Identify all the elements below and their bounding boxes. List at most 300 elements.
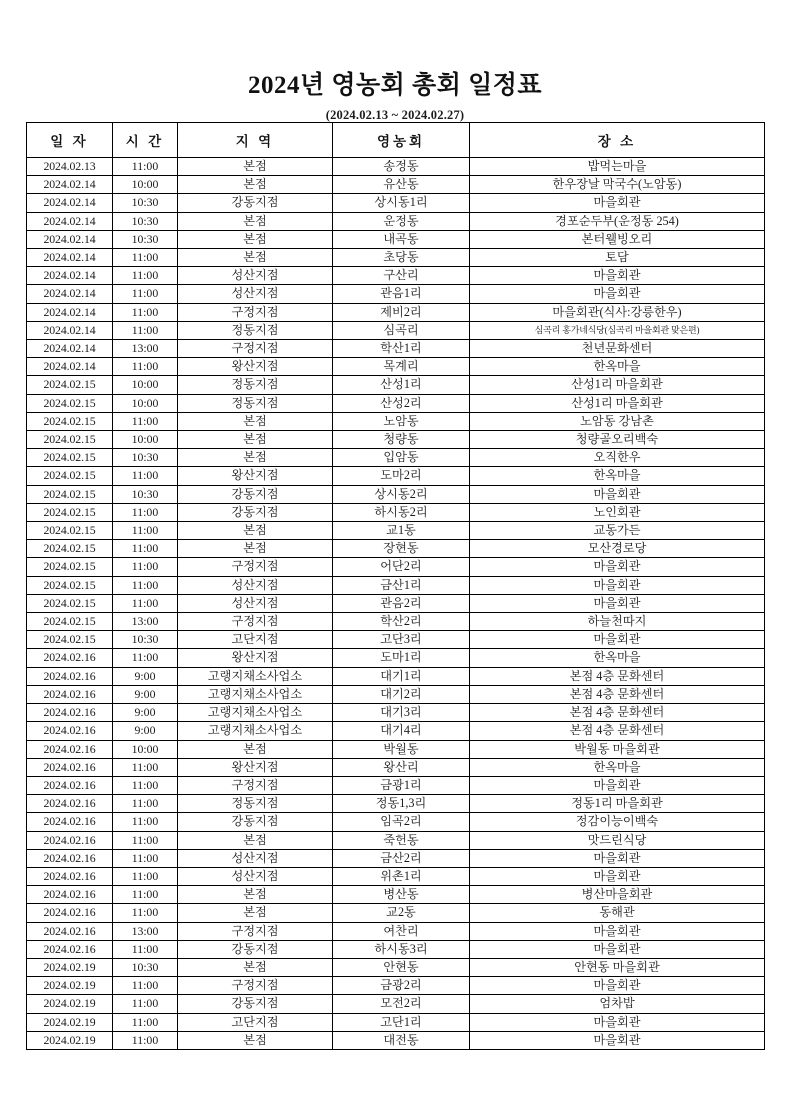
cell-time: 11:00 [113, 1031, 178, 1049]
cell-time: 10:00 [113, 376, 178, 394]
table-row [27, 376, 765, 394]
cell-place: 본터웰빙오리 [470, 230, 765, 248]
cell-group: 정동1,3리 [333, 795, 470, 813]
cell-date: 2024.02.15 [27, 503, 113, 521]
cell-time: 11:00 [113, 358, 178, 376]
cell-area: 왕산지점 [178, 649, 333, 667]
cell-place: 박월동 마을회관 [470, 740, 765, 758]
cell-date: 2024.02.14 [27, 358, 113, 376]
cell-area: 고랭지채소사업소 [178, 685, 333, 703]
cell-place: 마을회관 [470, 776, 765, 794]
cell-group: 대기4리 [333, 722, 470, 740]
table-row [27, 813, 765, 831]
cell-place: 한옥마을 [470, 358, 765, 376]
cell-place: 동해관 [470, 904, 765, 922]
table-row [27, 594, 765, 612]
cell-area: 본점 [178, 1031, 333, 1049]
table-row [27, 722, 765, 740]
table-row [27, 958, 765, 976]
table-row [27, 467, 765, 485]
cell-group: 대기1리 [333, 667, 470, 685]
cell-area: 본점 [178, 958, 333, 976]
cell-date: 2024.02.14 [27, 176, 113, 194]
cell-date: 2024.02.15 [27, 522, 113, 540]
cell-place: 본점 4층 문화센터 [470, 704, 765, 722]
cell-time: 11:00 [113, 849, 178, 867]
cell-area: 구정지점 [178, 340, 333, 358]
cell-group: 박월동 [333, 740, 470, 758]
table-row [27, 176, 765, 194]
table-row [27, 685, 765, 703]
cell-date: 2024.02.19 [27, 995, 113, 1013]
cell-time: 10:00 [113, 176, 178, 194]
cell-area: 성산지점 [178, 285, 333, 303]
cell-group: 여찬리 [333, 922, 470, 940]
cell-place: 마을회관 [470, 485, 765, 503]
cell-group: 구산리 [333, 267, 470, 285]
cell-time: 11:00 [113, 267, 178, 285]
cell-time: 11:00 [113, 540, 178, 558]
cell-place: 한옥마을 [470, 649, 765, 667]
cell-place: 한옥마을 [470, 467, 765, 485]
cell-area: 강동지점 [178, 485, 333, 503]
cell-time: 10:30 [113, 212, 178, 230]
cell-time: 11:00 [113, 813, 178, 831]
cell-place: 노암동 강남촌 [470, 412, 765, 430]
cell-time: 11:00 [113, 977, 178, 995]
cell-place: 마을회관 [470, 977, 765, 995]
cell-date: 2024.02.14 [27, 321, 113, 339]
cell-group: 임곡2리 [333, 813, 470, 831]
table-row [27, 1031, 765, 1049]
table-row [27, 285, 765, 303]
cell-time: 13:00 [113, 340, 178, 358]
cell-date: 2024.02.14 [27, 303, 113, 321]
cell-group: 목계리 [333, 358, 470, 376]
cell-date: 2024.02.15 [27, 394, 113, 412]
cell-area: 본점 [178, 230, 333, 248]
cell-place: 천년문화센터 [470, 340, 765, 358]
cell-time: 11:00 [113, 776, 178, 794]
cell-area: 왕산지점 [178, 758, 333, 776]
cell-group: 금광2리 [333, 977, 470, 995]
cell-place: 오직한우 [470, 449, 765, 467]
cell-group: 노암동 [333, 412, 470, 430]
cell-area: 성산지점 [178, 576, 333, 594]
cell-area: 본점 [178, 412, 333, 430]
cell-area: 고랭지채소사업소 [178, 704, 333, 722]
table-row [27, 613, 765, 631]
cell-time: 11:00 [113, 649, 178, 667]
cell-date: 2024.02.15 [27, 431, 113, 449]
table-row [27, 831, 765, 849]
cell-group: 도마2리 [333, 467, 470, 485]
cell-date: 2024.02.15 [27, 449, 113, 467]
cell-place: 정감이능이백숙 [470, 813, 765, 831]
cell-place: 마을회관 [470, 867, 765, 885]
cell-time: 13:00 [113, 922, 178, 940]
cell-area: 정동지점 [178, 394, 333, 412]
cell-place: 마을회관 [470, 594, 765, 612]
cell-group: 죽헌동 [333, 831, 470, 849]
cell-date: 2024.02.16 [27, 867, 113, 885]
cell-time: 11:00 [113, 904, 178, 922]
cell-date: 2024.02.14 [27, 285, 113, 303]
cell-place: 마을회관 [470, 849, 765, 867]
cell-date: 2024.02.14 [27, 212, 113, 230]
cell-time: 11:00 [113, 594, 178, 612]
cell-time: 11:00 [113, 285, 178, 303]
table-row [27, 503, 765, 521]
cell-date: 2024.02.16 [27, 904, 113, 922]
cell-date: 2024.02.16 [27, 940, 113, 958]
cell-date: 2024.02.15 [27, 376, 113, 394]
cell-time: 10:00 [113, 740, 178, 758]
cell-area: 성산지점 [178, 594, 333, 612]
column-header-time: 시 간 [113, 123, 178, 158]
cell-group: 왕산리 [333, 758, 470, 776]
cell-area: 정동지점 [178, 376, 333, 394]
cell-place: 마을회관 [470, 267, 765, 285]
table-row [27, 795, 765, 813]
cell-time: 10:30 [113, 631, 178, 649]
cell-date: 2024.02.14 [27, 267, 113, 285]
table-row [27, 340, 765, 358]
cell-group: 관음2리 [333, 594, 470, 612]
cell-time: 9:00 [113, 685, 178, 703]
cell-place: 본점 4층 문화센터 [470, 685, 765, 703]
cell-time: 11:00 [113, 940, 178, 958]
table-row [27, 485, 765, 503]
cell-group: 초당동 [333, 249, 470, 267]
cell-area: 본점 [178, 212, 333, 230]
cell-date: 2024.02.15 [27, 412, 113, 430]
cell-date: 2024.02.16 [27, 849, 113, 867]
cell-date: 2024.02.16 [27, 740, 113, 758]
cell-area: 본점 [178, 249, 333, 267]
cell-group: 제비2리 [333, 303, 470, 321]
cell-time: 11:00 [113, 503, 178, 521]
cell-group: 어단2리 [333, 558, 470, 576]
cell-time: 10:30 [113, 449, 178, 467]
cell-area: 구정지점 [178, 776, 333, 794]
cell-area: 강동지점 [178, 194, 333, 212]
cell-area: 구정지점 [178, 977, 333, 995]
cell-group: 고단3리 [333, 631, 470, 649]
table-row [27, 1013, 765, 1031]
cell-area: 본점 [178, 449, 333, 467]
cell-area: 성산지점 [178, 849, 333, 867]
page-title: 2024년 영농회 총회 일정표 [247, 72, 543, 99]
table-row [27, 194, 765, 212]
cell-date: 2024.02.15 [27, 613, 113, 631]
cell-area: 구정지점 [178, 303, 333, 321]
cell-group: 병산동 [333, 886, 470, 904]
cell-time: 9:00 [113, 704, 178, 722]
cell-time: 11:00 [113, 886, 178, 904]
cell-place: 마을회관 [470, 1013, 765, 1031]
cell-date: 2024.02.15 [27, 558, 113, 576]
cell-group: 하시동2리 [333, 503, 470, 521]
cell-time: 10:30 [113, 485, 178, 503]
cell-place: 마을회관(식사:강릉한우) [470, 303, 765, 321]
cell-area: 강동지점 [178, 503, 333, 521]
cell-group: 금산2리 [333, 849, 470, 867]
cell-group: 금광1리 [333, 776, 470, 794]
cell-area: 본점 [178, 431, 333, 449]
cell-time: 10:30 [113, 194, 178, 212]
table-row [27, 649, 765, 667]
table-row [27, 631, 765, 649]
schedule-table-container [26, 122, 764, 1050]
cell-group: 금산1리 [333, 576, 470, 594]
cell-area: 고랭지채소사업소 [178, 722, 333, 740]
cell-date: 2024.02.15 [27, 485, 113, 503]
cell-group: 안현동 [333, 958, 470, 976]
cell-area: 강동지점 [178, 813, 333, 831]
cell-place: 경포순두부(운정동 254) [470, 212, 765, 230]
table-row [27, 394, 765, 412]
table-row [27, 940, 765, 958]
column-header-place: 장 소 [470, 123, 765, 158]
cell-group: 위촌1리 [333, 867, 470, 885]
cell-date: 2024.02.16 [27, 704, 113, 722]
cell-area: 성산지점 [178, 867, 333, 885]
cell-date: 2024.02.16 [27, 813, 113, 831]
table-row [27, 540, 765, 558]
cell-time: 11:00 [113, 831, 178, 849]
cell-date: 2024.02.14 [27, 194, 113, 212]
cell-place: 마을회관 [470, 285, 765, 303]
cell-time: 11:00 [113, 249, 178, 267]
table-row [27, 776, 765, 794]
cell-place: 정동1리 마을회관 [470, 795, 765, 813]
table-row [27, 449, 765, 467]
cell-place: 병산마을회관 [470, 886, 765, 904]
table-row [27, 321, 765, 339]
cell-date: 2024.02.15 [27, 576, 113, 594]
table-row [27, 886, 765, 904]
cell-area: 본점 [178, 522, 333, 540]
cell-date: 2024.02.15 [27, 594, 113, 612]
table-row [27, 558, 765, 576]
cell-time: 11:00 [113, 158, 178, 176]
cell-date: 2024.02.14 [27, 249, 113, 267]
cell-date: 2024.02.16 [27, 922, 113, 940]
cell-date: 2024.02.19 [27, 1031, 113, 1049]
cell-area: 본점 [178, 904, 333, 922]
cell-place: 심곡리 홍가네식당(심곡리 마을회관 맞은편) [470, 321, 765, 339]
cell-group: 대기3리 [333, 704, 470, 722]
cell-group: 도마1리 [333, 649, 470, 667]
cell-time: 9:00 [113, 667, 178, 685]
cell-area: 구정지점 [178, 613, 333, 631]
cell-time: 11:00 [113, 303, 178, 321]
cell-group: 상시동2리 [333, 485, 470, 503]
table-header [27, 123, 765, 158]
column-header-date: 일 자 [27, 123, 113, 158]
table-row [27, 758, 765, 776]
cell-area: 본점 [178, 740, 333, 758]
cell-area: 본점 [178, 176, 333, 194]
cell-area: 왕산지점 [178, 358, 333, 376]
cell-group: 상시동1리 [333, 194, 470, 212]
cell-group: 산성1리 [333, 376, 470, 394]
cell-date: 2024.02.14 [27, 230, 113, 248]
cell-date: 2024.02.19 [27, 977, 113, 995]
cell-area: 고랭지채소사업소 [178, 667, 333, 685]
cell-place: 본점 4층 문화센터 [470, 667, 765, 685]
cell-place: 엄차밥 [470, 995, 765, 1013]
cell-group: 장현동 [333, 540, 470, 558]
cell-time: 10:00 [113, 394, 178, 412]
table-row [27, 576, 765, 594]
cell-area: 구정지점 [178, 558, 333, 576]
cell-group: 내곡동 [333, 230, 470, 248]
cell-time: 11:00 [113, 321, 178, 339]
cell-group: 송정동 [333, 158, 470, 176]
cell-place: 안현동 마을회관 [470, 958, 765, 976]
cell-place: 산성1리 마을회관 [470, 376, 765, 394]
cell-place: 마을회관 [470, 194, 765, 212]
table-row [27, 667, 765, 685]
cell-place: 하늘천따지 [470, 613, 765, 631]
cell-area: 정동지점 [178, 795, 333, 813]
cell-place: 본점 4층 문화센터 [470, 722, 765, 740]
cell-place: 마을회관 [470, 631, 765, 649]
cell-group: 심곡리 [333, 321, 470, 339]
table-row [27, 230, 765, 248]
cell-time: 10:30 [113, 958, 178, 976]
cell-area: 구정지점 [178, 922, 333, 940]
cell-place: 청량골오리백숙 [470, 431, 765, 449]
cell-group: 운정동 [333, 212, 470, 230]
cell-group: 대기2리 [333, 685, 470, 703]
cell-place: 토담 [470, 249, 765, 267]
cell-date: 2024.02.19 [27, 958, 113, 976]
table-row [27, 977, 765, 995]
cell-date: 2024.02.16 [27, 667, 113, 685]
cell-time: 11:00 [113, 576, 178, 594]
table-row [27, 158, 765, 176]
table-row [27, 358, 765, 376]
table-row [27, 867, 765, 885]
cell-area: 본점 [178, 886, 333, 904]
table-row [27, 303, 765, 321]
cell-group: 입암동 [333, 449, 470, 467]
cell-place: 마을회관 [470, 922, 765, 940]
cell-area: 본점 [178, 540, 333, 558]
cell-time: 11:00 [113, 522, 178, 540]
cell-place: 마을회관 [470, 558, 765, 576]
cell-date: 2024.02.19 [27, 1013, 113, 1031]
cell-time: 9:00 [113, 722, 178, 740]
cell-area: 본점 [178, 831, 333, 849]
cell-date: 2024.02.13 [27, 158, 113, 176]
cell-place: 교동가든 [470, 522, 765, 540]
table-row [27, 412, 765, 430]
table-row [27, 740, 765, 758]
table-row [27, 249, 765, 267]
cell-group: 산성2리 [333, 394, 470, 412]
cell-time: 10:30 [113, 230, 178, 248]
cell-group: 유산동 [333, 176, 470, 194]
schedule-table [26, 122, 765, 1050]
cell-group: 모전2리 [333, 995, 470, 1013]
cell-group: 청량동 [333, 431, 470, 449]
table-body [27, 158, 765, 1050]
cell-group: 고단1리 [333, 1013, 470, 1031]
cell-group: 학산2리 [333, 613, 470, 631]
cell-date: 2024.02.15 [27, 540, 113, 558]
column-header-group: 영농회 [333, 123, 470, 158]
cell-group: 관음1리 [333, 285, 470, 303]
cell-date: 2024.02.16 [27, 831, 113, 849]
cell-place: 밥먹는마을 [470, 158, 765, 176]
cell-date: 2024.02.16 [27, 758, 113, 776]
cell-place: 한옥마을 [470, 758, 765, 776]
cell-place: 마을회관 [470, 940, 765, 958]
cell-place: 맛드린식당 [470, 831, 765, 849]
cell-area: 고단지점 [178, 1013, 333, 1031]
column-header-area: 지 역 [178, 123, 333, 158]
cell-date: 2024.02.16 [27, 722, 113, 740]
cell-area: 성산지점 [178, 267, 333, 285]
cell-date: 2024.02.16 [27, 795, 113, 813]
cell-place: 한우장날 막국수(노암동) [470, 176, 765, 194]
cell-area: 고단지점 [178, 631, 333, 649]
cell-date: 2024.02.15 [27, 631, 113, 649]
cell-date: 2024.02.15 [27, 467, 113, 485]
cell-time: 11:00 [113, 1013, 178, 1031]
cell-group: 교2동 [333, 904, 470, 922]
cell-group: 학산1리 [333, 340, 470, 358]
cell-date: 2024.02.16 [27, 886, 113, 904]
cell-time: 11:00 [113, 795, 178, 813]
cell-time: 11:00 [113, 467, 178, 485]
cell-group: 교1동 [333, 522, 470, 540]
cell-area: 강동지점 [178, 995, 333, 1013]
cell-date: 2024.02.14 [27, 340, 113, 358]
cell-area: 강동지점 [178, 940, 333, 958]
cell-date: 2024.02.16 [27, 649, 113, 667]
cell-place: 노인회관 [470, 503, 765, 521]
cell-area: 왕산지점 [178, 467, 333, 485]
cell-group: 하시동3리 [333, 940, 470, 958]
cell-date: 2024.02.16 [27, 685, 113, 703]
cell-time: 10:00 [113, 431, 178, 449]
table-row [27, 522, 765, 540]
cell-area: 정동지점 [178, 321, 333, 339]
cell-time: 11:00 [113, 412, 178, 430]
table-row [27, 431, 765, 449]
cell-place: 산성1리 마을회관 [470, 394, 765, 412]
table-row [27, 267, 765, 285]
cell-place: 마을회관 [470, 1031, 765, 1049]
page-subtitle-date-range: (2024.02.13 ~ 2024.02.27) [325, 107, 465, 122]
table-row [27, 849, 765, 867]
cell-place: 모산경로당 [470, 540, 765, 558]
cell-date: 2024.02.16 [27, 776, 113, 794]
cell-time: 11:00 [113, 995, 178, 1013]
cell-place: 마을회관 [470, 576, 765, 594]
table-row [27, 904, 765, 922]
cell-group: 대전동 [333, 1031, 470, 1049]
cell-time: 11:00 [113, 558, 178, 576]
cell-time: 13:00 [113, 613, 178, 631]
table-row [27, 212, 765, 230]
table-row [27, 995, 765, 1013]
